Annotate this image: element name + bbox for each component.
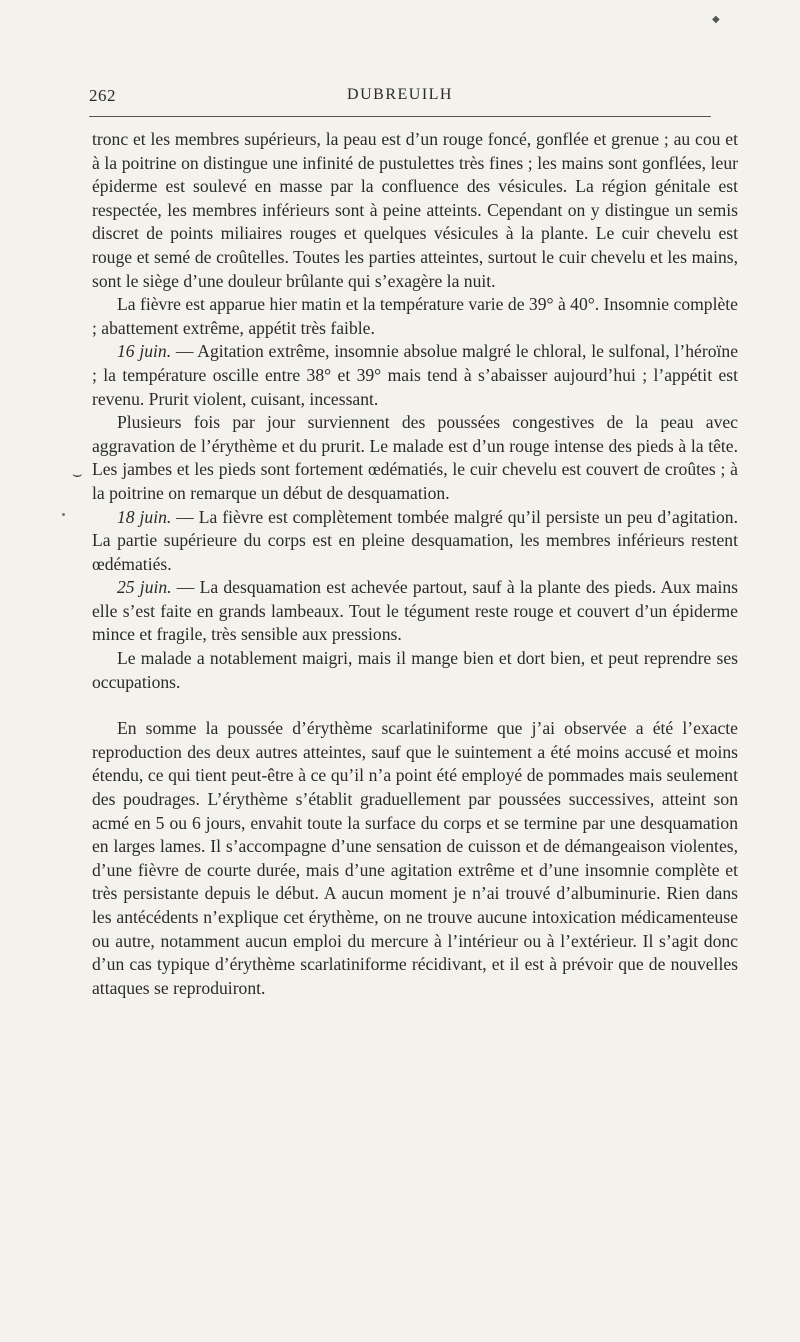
- paragraph-3-text: — Agitation extrême, insomnie absolue malgré le chloral, le sulfonal, l’héroïne ; la température oscille entre 38° et 39° mais tend à s’abaisser aujourd’hui ; l’appétit est revenu. Prurit violent, cuisant, incessant.: [92, 341, 739, 409]
- paragraph-8: [92, 717, 738, 1000]
- paragraph-3: [92, 340, 738, 411]
- entry-date-18-juin: 18 juin.: [117, 506, 172, 527]
- paragraph-6-text: — La desquamation est achevée partout, sauf à la plante des pieds. Aux mains elle s’est faite en grands lambeaux. Tout le tégument reste rouge et couvert d’un épiderme mince et fragile, très sensible aux pressions.: [92, 577, 738, 645]
- paragraph-5: [92, 506, 738, 577]
- paragraph-4: [92, 411, 738, 505]
- paragraph-2: [92, 293, 738, 340]
- margin-annotation-mark: ⌣: [72, 466, 83, 483]
- paragraph-8-text: En somme la poussée d’érythème scarlatiniforme que j’ai observée a été l’exacte reproduction des deux autres atteintes, sauf que le suintement a été moins accusé et moins étendu, ce qui tient peut-être à ce qu’il n’a point été employé de pommades mais seulement des poudrages. L’érythème s’établit graduellement par poussées successives, atteint son acmé en 5 ou 6 jours, envahit toute la surface du corps et se termine par une desquamation en larges lames. Il s’accompagne d’une sensation de cuisson et de démangeaison violentes, d’une fièvre de courte durée, mais d’une agitation extrême et d’une insomnie complète et très persistante depuis le début. A aucun moment je n’ai trouvé d’albuminurie. Rien dans les antécédents n’explique cet érythème, on ne trouve aucune intoxication médicamenteuse ou autre, notamment aucun emploi du mercure à l’intérieur ou à l’extérieur. Il s’agit donc d’un cas typique d’érythème scarlatiniforme récidivant, et il est à prévoir que de nouvelles attaques se reproduiront.: [92, 718, 738, 998]
- page-number: 262: [89, 86, 116, 105]
- paragraph-5-text: — La fièvre est complètement tombée malgré qu’il persiste un peu d’agitation. La partie supérieure du corps est en pleine desquamation, les membres inférieurs restent œdématiés.: [92, 506, 738, 574]
- entry-date-25-juin: 25 juin.: [117, 577, 172, 598]
- paragraph-4-text: Plusieurs fois par jour surviennent des poussées congestives de la peau avec aggravation de l’érythème et du prurit. Le malade est d’un rouge intense des pieds à la tête. Les jambes et les pieds sont fortement œdématiés, le cuir chevelu est couvert de croûtes ; à la poitrine on remarque un début de desquamation.: [92, 412, 738, 503]
- header-rule: [89, 116, 711, 117]
- paragraph-2-text: La fièvre est apparue hier matin et la température varie de 39° à 40°. Insomnie complète ; abattement extrême, appétit très faible.: [92, 294, 738, 338]
- entry-date-16-juin: 16 juin.: [117, 341, 172, 362]
- paragraph-7: [92, 647, 738, 694]
- paragraph-1-text: tronc et les membres supérieurs, la peau est d’un rouge foncé, gonflée et grenue ; au cou et à la poitrine on distingue une infinité de pustulettes très fines ; les mains sont gonflées, leur épiderme est soulevé en masse par la confluence des vésicules. La région génitale est respectée, les membres inférieurs sont à peine atteints. Cependant on y distingue un semis discret de points miliaires rouges et quelques vésicules à la plante. Le cuir chevelu est rouge et semé de croûtelles. Toutes les parties atteintes, surtout le cuir chevelu et les mains, sont le siège d’une douleur brûlante qui s’exagère la nuit.: [92, 129, 738, 291]
- running-head: DUBREUILH: [347, 86, 453, 103]
- page-body: [92, 128, 738, 1000]
- paragraph-1: [92, 128, 738, 293]
- page-header: [89, 86, 711, 110]
- print-mark: ◆: [712, 14, 720, 25]
- margin-dot: [62, 513, 65, 516]
- paragraph-7-text: Le malade a notablement maigri, mais il mange bien et dort bien, et peut reprendre ses occupations.: [92, 648, 738, 692]
- paragraph-6: [92, 576, 738, 647]
